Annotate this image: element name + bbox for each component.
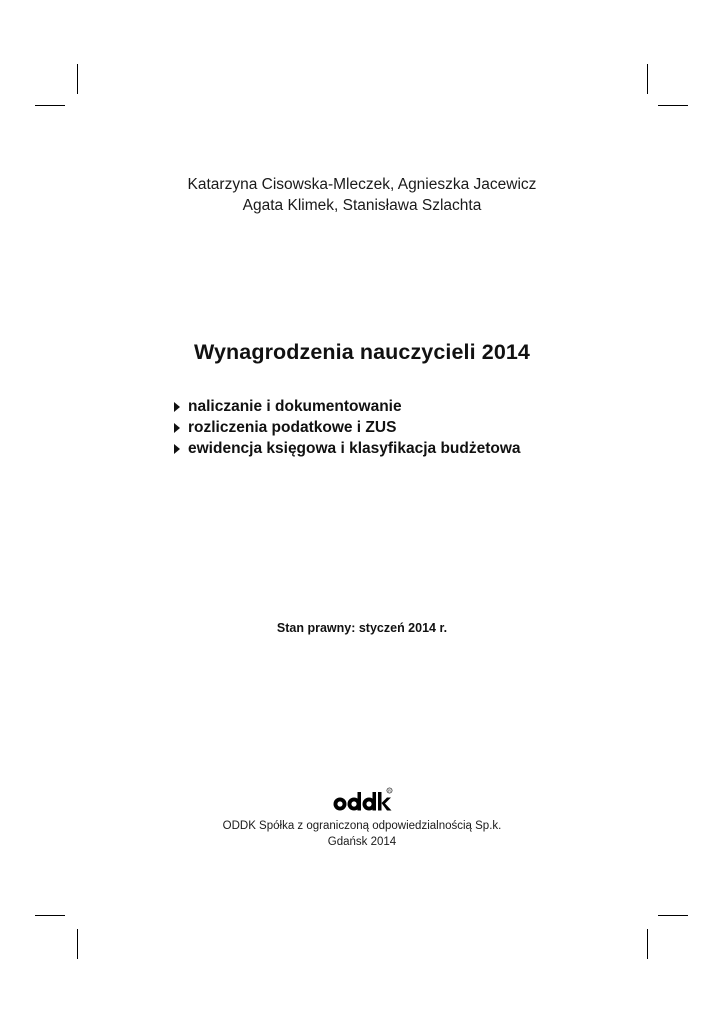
- triangle-bullet-icon: [174, 423, 180, 433]
- svg-text:R: R: [388, 789, 391, 793]
- book-title: Wynagrodzenia nauczycieli 2014: [194, 340, 530, 364]
- topic-item: [172, 417, 521, 438]
- topic-item: [172, 438, 521, 459]
- publisher-info: [0, 818, 724, 850]
- crop-mark-bottom-left-vertical: [77, 929, 78, 959]
- legal-status: Stan prawny: styczeń 2014 r.: [276, 621, 448, 635]
- oddk-logo: [331, 787, 393, 813]
- topic-item: [172, 396, 521, 417]
- crop-mark-top-right-horizontal: [658, 105, 688, 106]
- publisher-place-year: Gdańsk 2014: [327, 836, 397, 848]
- publisher-name: ODDK Spółka z ograniczoną odpowiedzialnością Sp.k.: [222, 820, 502, 832]
- topic-list: [172, 396, 521, 459]
- authors-line-2: Agata Klimek, Stanisława Szlachta: [242, 197, 482, 214]
- crop-mark-bottom-right-vertical: [647, 929, 648, 959]
- crop-mark-top-right-vertical: [647, 64, 648, 94]
- topic-label: rozliczenia podatkowe i ZUS: [188, 419, 397, 436]
- authors: [0, 174, 724, 216]
- topic-label: ewidencja księgowa i klasyfikacja budżetowa: [188, 440, 521, 457]
- crop-mark-bottom-left-horizontal: [35, 915, 65, 916]
- topic-label: naliczanie i dokumentowanie: [188, 398, 402, 415]
- authors-line-1: Katarzyna Cisowska-Mleczek, Agnieszka Jacewicz: [187, 176, 537, 193]
- crop-mark-top-left-horizontal: [35, 105, 65, 106]
- triangle-bullet-icon: [174, 444, 180, 454]
- crop-mark-bottom-right-horizontal: [658, 915, 688, 916]
- triangle-bullet-icon: [174, 402, 180, 412]
- crop-mark-top-left-vertical: [77, 64, 78, 94]
